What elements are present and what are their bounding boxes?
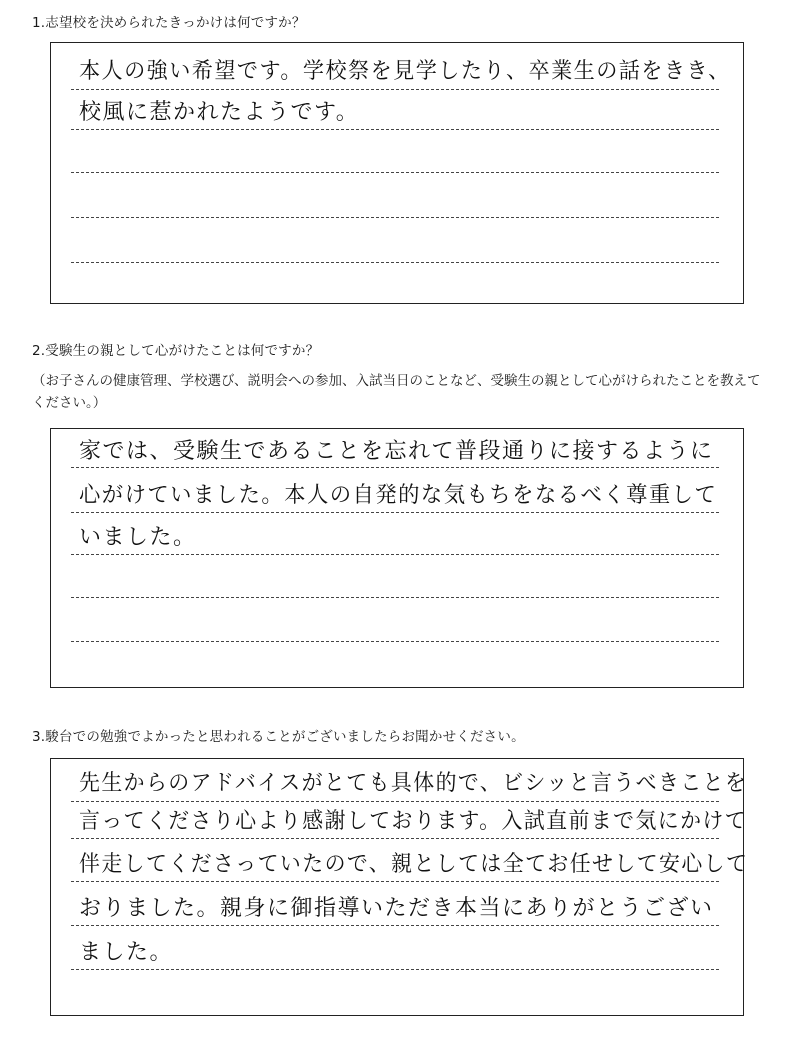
handwritten-answer-line: 伴走してくださっていたので、親としては全てお任せして安心して — [79, 852, 749, 877]
answer-line — [71, 129, 719, 130]
answer-line — [71, 512, 719, 513]
question-1-title: 1.志望校を決められたきっかけは何ですか？ — [32, 15, 306, 31]
answer-line — [71, 467, 719, 468]
answer-line — [71, 641, 719, 642]
question-3-title: 3.駿台での勉強でよかったと思われることがございましたらお聞かせください。 — [32, 729, 525, 745]
question-3-answer-box — [50, 758, 749, 1016]
answer-line — [71, 597, 719, 598]
handwritten-answer-line: いました。 — [79, 525, 197, 550]
answer-line — [71, 801, 719, 802]
handwritten-answer-line: 心がけていました。本人の自発的な気もちをなるべく尊重して — [79, 483, 718, 508]
answer-line — [71, 262, 719, 263]
handwritten-answer-line: 本人の強い希望です。学校祭を見学したり、卒業生の話をきき、 — [79, 59, 731, 84]
answer-line — [71, 172, 719, 173]
answer-line — [71, 838, 719, 839]
answer-line — [71, 881, 719, 882]
handwritten-answer-line: 言ってくださり心より感謝しております。入試直前まで気にかけて — [79, 809, 748, 834]
answer-line — [71, 217, 719, 218]
answer-line — [71, 925, 719, 926]
handwritten-answer-line: ました。 — [79, 940, 174, 965]
question-1-answer-box — [50, 42, 744, 304]
question-2-answer-box — [50, 428, 744, 688]
handwritten-answer-line: 先生からのアドバイスがとても具体的で、ビシッと言うべきことを — [79, 771, 748, 796]
question-2-title: 2.受験生の親として心がけたことは何ですか？ — [32, 343, 320, 359]
answer-line — [71, 969, 719, 970]
handwritten-answer-line: 校風に惹かれたようです。 — [79, 100, 360, 125]
question-2-note: （お子さんの健康管理、学校選び、説明会への参加、入試当日のことなど、受験生の親として心がけられたことを教えてください。） — [32, 373, 761, 411]
answer-line — [71, 89, 719, 90]
handwritten-answer-line: おりました。親身に御指導いただき本当にありがとうござい — [79, 896, 714, 921]
answer-line — [71, 554, 719, 555]
handwritten-answer-line: 家では、受験生であることを忘れて普段通りに接するように — [79, 439, 714, 464]
